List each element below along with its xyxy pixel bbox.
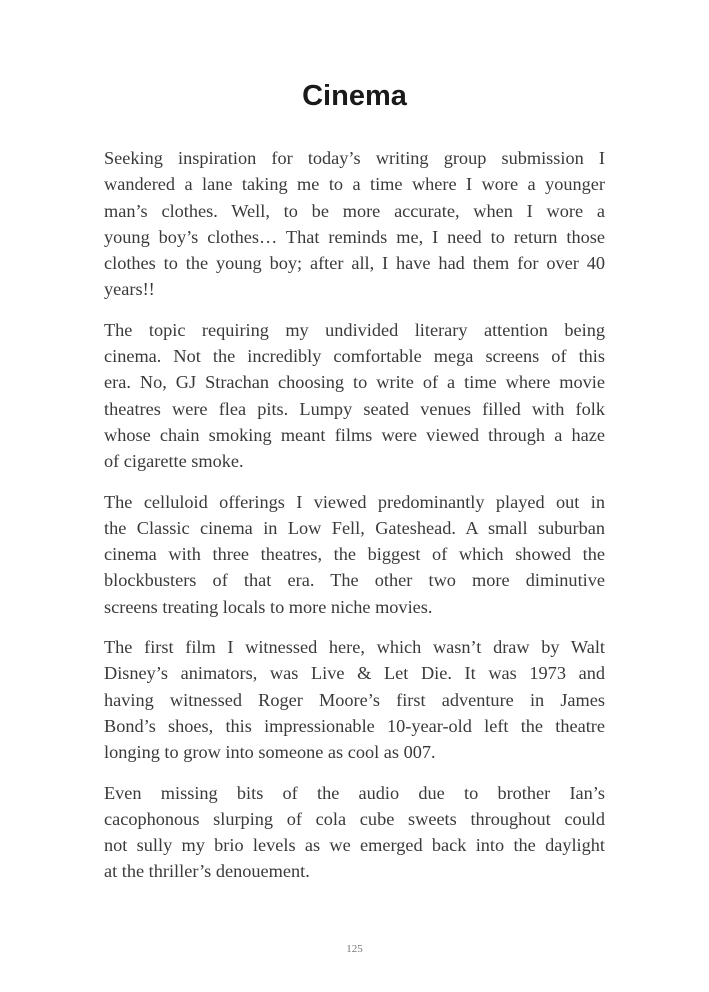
text-line: at the thriller’s denouement. xyxy=(104,861,310,882)
page-title: Cinema xyxy=(302,80,407,112)
paragraph xyxy=(104,489,605,620)
text-line: whose chain smoking meant films were viewed through a haze xyxy=(104,424,605,445)
text-line: years!! xyxy=(104,279,155,300)
text-line: theatres were flea pits. Lumpy seated venues filled with folk xyxy=(104,398,605,419)
text-line: blockbusters of that era. The other two more diminutive xyxy=(104,570,605,591)
text-line: wandered a lane taking me to a time where I wore a younger xyxy=(104,174,605,195)
text-line: longing to grow into someone as cool as 007. xyxy=(104,742,436,763)
text-line: Disney’s animators, was Live & Let Die. It was 1973 and xyxy=(104,663,605,684)
text-line: era. No, GJ Strachan choosing to write of a time where movie xyxy=(104,372,605,393)
text-line: young boy’s clothes… That reminds me, I need to return those xyxy=(104,226,605,247)
text-line: clothes to the young boy; after all, I have had them for over 40 xyxy=(104,253,605,274)
paragraph xyxy=(104,634,605,765)
text-line: the Classic cinema in Low Fell, Gateshead. A small suburban xyxy=(104,517,605,538)
text-line: The topic requiring my undivided literary attention being xyxy=(104,319,605,340)
page-number: 125 xyxy=(346,943,363,955)
text-line: man’s clothes. Well, to be more accurate, when I wore a xyxy=(104,200,605,221)
text-line: cinema with three theatres, the biggest of which showed the xyxy=(104,544,605,565)
text-line: cacophonous slurping of cola cube sweets throughout could xyxy=(104,808,605,829)
text-line: of cigarette smoke. xyxy=(104,451,244,472)
paragraph xyxy=(104,780,605,885)
text-line: Seeking inspiration for today’s writing group submission I xyxy=(104,148,605,168)
text-line: having witnessed Roger Moore’s first adventure in James xyxy=(104,689,605,710)
text-line: The first film I witnessed here, which wasn’t draw by Walt xyxy=(104,637,605,658)
text-line: Even missing bits of the audio due to brother Ian’s xyxy=(104,782,605,803)
text-line: not sully my brio levels as we emerged back into the daylight xyxy=(104,835,605,856)
paragraph xyxy=(104,317,605,475)
text-line: screens treating locals to more niche movies. xyxy=(104,596,433,617)
body-text xyxy=(104,145,605,899)
text-line: The celluloid offerings I viewed predominantly played out in xyxy=(104,491,605,512)
paragraph xyxy=(104,145,605,303)
text-line: Bond’s shoes, this impressionable 10-year-old left the theatre xyxy=(104,715,605,736)
text-line: cinema. Not the incredibly comfortable mega screens of this xyxy=(104,346,605,367)
